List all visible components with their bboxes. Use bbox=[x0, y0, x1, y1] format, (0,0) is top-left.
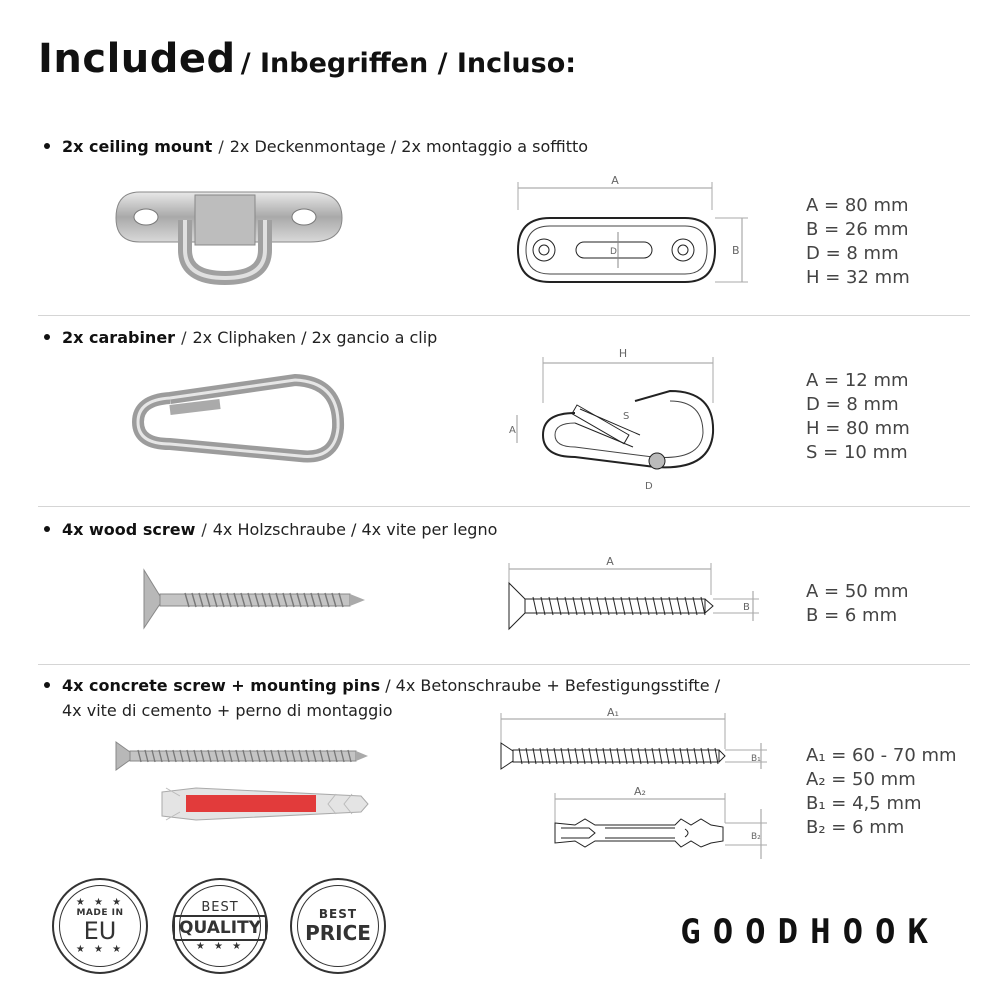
item-name-it: 2x montaggio a soffitto bbox=[401, 137, 589, 156]
dim-a-label: A bbox=[509, 425, 516, 436]
dim-d-label: D bbox=[645, 481, 653, 492]
section-wood-screw-heading: 4x wood screw / 4x Holzschraube / 4x vite per legno bbox=[44, 520, 497, 539]
wood-screw-specs bbox=[806, 580, 909, 628]
item-name: 2x carabiner bbox=[62, 328, 176, 347]
best-quality-badge bbox=[172, 878, 268, 974]
section-concrete-screw-heading bbox=[44, 676, 720, 695]
dim-d-label: D bbox=[610, 247, 617, 257]
spec-line: B = 6 mm bbox=[806, 605, 898, 626]
item-name-it: 4x vite per legno bbox=[361, 520, 498, 539]
item-name: 4x wood screw bbox=[62, 520, 196, 539]
carabiner-diagram bbox=[505, 343, 745, 503]
badge-top-text: MADE IN bbox=[76, 908, 124, 918]
spec-line: A = 12 mm bbox=[806, 370, 909, 391]
ceiling-mount-specs bbox=[806, 194, 910, 290]
brand-logo: GOODHOOK bbox=[680, 912, 940, 952]
mounting-pin-photo bbox=[156, 782, 376, 826]
item-name: 2x ceiling mount bbox=[62, 137, 213, 156]
stars-icon: ★ ★ ★ bbox=[75, 897, 125, 908]
spec-line: B₁ = 4,5 mm bbox=[806, 793, 922, 814]
dim-a2-label: A₂ bbox=[634, 785, 646, 798]
bullet-icon bbox=[44, 526, 50, 532]
spec-line: H = 80 mm bbox=[806, 418, 910, 439]
spec-line: B = 26 mm bbox=[806, 219, 909, 240]
spec-line: D = 8 mm bbox=[806, 243, 899, 264]
item-name: 4x concrete screw + mounting pins bbox=[62, 676, 381, 695]
item-name-it: 4x vite di cemento + perno di montaggio bbox=[62, 701, 393, 720]
section-carabiner-heading: 2x carabiner / 2x Cliphaken / 2x gancio a clip bbox=[44, 328, 437, 347]
badge-main-text: EU bbox=[83, 917, 117, 945]
item-name-de: 4x Holzschraube / bbox=[212, 520, 357, 539]
dim-a-label: A bbox=[611, 174, 619, 187]
spec-line: B₂ = 6 mm bbox=[806, 817, 905, 838]
wood-screw-photo bbox=[140, 566, 370, 636]
item-name-de: 2x Cliphaken / bbox=[192, 328, 307, 347]
ceiling-mount-photo bbox=[110, 180, 350, 290]
spec-line: A = 80 mm bbox=[806, 195, 909, 216]
divider bbox=[38, 315, 970, 316]
ceiling-mount-diagram bbox=[510, 170, 750, 300]
title-main: Included bbox=[38, 36, 236, 82]
stars-icon: ★ ★ ★ bbox=[75, 944, 125, 955]
dim-b-label: B bbox=[743, 602, 750, 613]
dim-a-label: A bbox=[606, 555, 614, 568]
made-in-eu-badge bbox=[52, 878, 148, 974]
dim-a1-label: A₁ bbox=[607, 706, 619, 719]
stars-icon: ★ ★ ★ bbox=[195, 941, 245, 952]
badge-top-text: BEST bbox=[201, 900, 239, 915]
section-concrete-screw-subheading bbox=[62, 701, 393, 720]
item-name-de: 2x Deckenmontage / bbox=[229, 137, 397, 156]
spec-line: S = 10 mm bbox=[806, 442, 908, 463]
title-rest: / Inbegriffen / Incluso: bbox=[240, 48, 577, 79]
badge-main-text: QUALITY bbox=[173, 915, 267, 941]
best-price-badge bbox=[290, 878, 386, 974]
badge-main-text: PRICE bbox=[305, 921, 371, 945]
spec-line: A = 50 mm bbox=[806, 581, 909, 602]
spec-line: A₂ = 50 mm bbox=[806, 769, 916, 790]
dim-b-label: B bbox=[732, 244, 740, 257]
dim-s-label: S bbox=[623, 411, 630, 422]
dim-h-label: H bbox=[618, 347, 628, 360]
item-name-it: 2x gancio a clip bbox=[311, 328, 438, 347]
spec-line: D = 8 mm bbox=[806, 394, 899, 415]
item-name-de: / 4x Betonschraube + Befestigungsstifte / bbox=[385, 676, 721, 695]
wood-screw-diagram bbox=[505, 555, 765, 635]
divider bbox=[38, 506, 970, 507]
badge-top-text: BEST bbox=[318, 907, 358, 921]
carabiner-specs bbox=[806, 369, 910, 465]
dim-b1-label: B₁ bbox=[751, 754, 761, 764]
bullet-icon bbox=[44, 143, 50, 149]
page-title bbox=[38, 36, 576, 82]
concrete-screw-photo bbox=[112, 738, 372, 778]
concrete-screw-diagram bbox=[495, 705, 785, 865]
carabiner-photo bbox=[130, 370, 350, 480]
concrete-screw-specs bbox=[806, 744, 957, 840]
spec-line: H = 32 mm bbox=[806, 267, 910, 288]
spec-line: A₁ = 60 - 70 mm bbox=[806, 745, 957, 766]
bullet-icon bbox=[44, 682, 50, 688]
section-ceiling-mount-heading: 2x ceiling mount / 2x Deckenmontage / 2x montaggio a soffitto bbox=[44, 137, 588, 156]
divider bbox=[38, 664, 970, 665]
dim-b2-label: B₂ bbox=[751, 832, 761, 842]
bullet-icon bbox=[44, 334, 50, 340]
